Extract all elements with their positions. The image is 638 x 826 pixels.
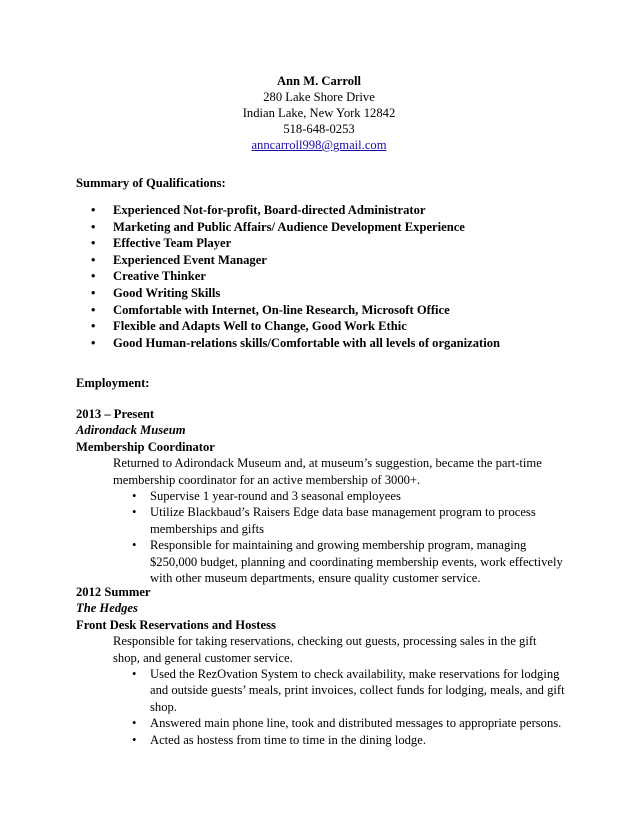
bullet-icon: • [132,716,137,731]
bullet-icon: • [132,732,137,747]
bullet-icon: • [91,302,96,317]
employment-heading: Employment: [76,376,150,390]
applicant-name: Ann M. Carroll [276,74,362,88]
job-entry-membership-coordinator [76,406,566,586]
email-link[interactable]: anncarroll998@gmail.com [251,138,387,152]
list-item: • Flexible and Adapts Well to Change, Good Work Ethic [91,319,407,334]
address-line-2: Indian Lake, New York 12842 [242,106,396,120]
job-organization: Adirondack Museum [76,423,186,438]
job-dates: 2013 – Present [76,407,155,421]
bullet-icon: • [91,335,96,350]
list-item: • Responsible for maintaining and growing membership program, managing $250,000 budget, planning and coordinating membership events, work effectively with other museum departments, ensure quality customer service. [132,538,563,586]
list-item: • Supervise 1 year-round and 3 seasonal employees [132,489,401,504]
contact-header [0,73,638,153]
address-line-1: 280 Lake Shore Drive [263,90,375,104]
list-item: • Answered main phone line, took and distributed messages to appropriate persons. [132,716,562,731]
job-title: Front Desk Reservations and Hostess [76,617,276,632]
list-item: • Good Writing Skills [91,285,221,300]
bullet-icon: • [132,667,137,682]
job-duties-list [76,488,566,586]
job-dates: 2012 Summer [76,585,151,599]
bullet-icon: • [91,269,96,284]
list-item: • Utilize Blackbaud’s Raisers Edge data base management program to process memberships and gifts [132,505,536,536]
phone-number: 518-648-0253 [283,122,355,136]
list-item: • Effective Team Player [91,236,232,251]
bullet-icon: • [91,285,96,300]
bullet-icon: • [132,538,137,553]
list-item: • Good Human-relations skills/Comfortable with all levels of organization [91,335,501,350]
job-duties-list [76,666,566,748]
list-item: • Comfortable with Internet, On-line Research, Microsoft Office [91,302,450,317]
bullet-icon: • [132,505,137,520]
qualifications-list [76,202,500,351]
summary-heading: Summary of Qualifications: [76,176,226,190]
bullet-icon: • [91,236,96,251]
list-item: • Experienced Not-for-profit, Board-directed Administrator [91,203,426,217]
job-organization: The Hedges [76,601,138,616]
job-title: Membership Coordinator [76,439,215,454]
list-item: • Experienced Event Manager [91,252,267,267]
bullet-icon: • [91,252,96,267]
job-description: Returned to Adirondack Museum and, at museum’s suggestion, became the part-time membership coordinator for an active membership of 3000+. [113,456,542,487]
bullet-icon: • [91,203,96,217]
bullet-icon: • [91,319,96,334]
bullet-icon: • [132,489,137,504]
list-item: • Acted as hostess from time to time in the dining lodge. [132,732,426,747]
list-item: • Marketing and Public Affairs/ Audience Development Experience [91,219,465,234]
list-item: • Used the RezOvation System to check availability, make reservations for lodging and outside guests’ meals, print invoices, collect funds for lodging, meals, and gift shop. [132,667,565,714]
bullet-icon: • [91,219,96,234]
list-item: • Creative Thinker [91,269,206,284]
job-description: Responsible for taking reservations, checking out guests, processing sales in the gift shop, and general customer service. [113,634,537,665]
job-entry-front-desk [76,584,566,748]
